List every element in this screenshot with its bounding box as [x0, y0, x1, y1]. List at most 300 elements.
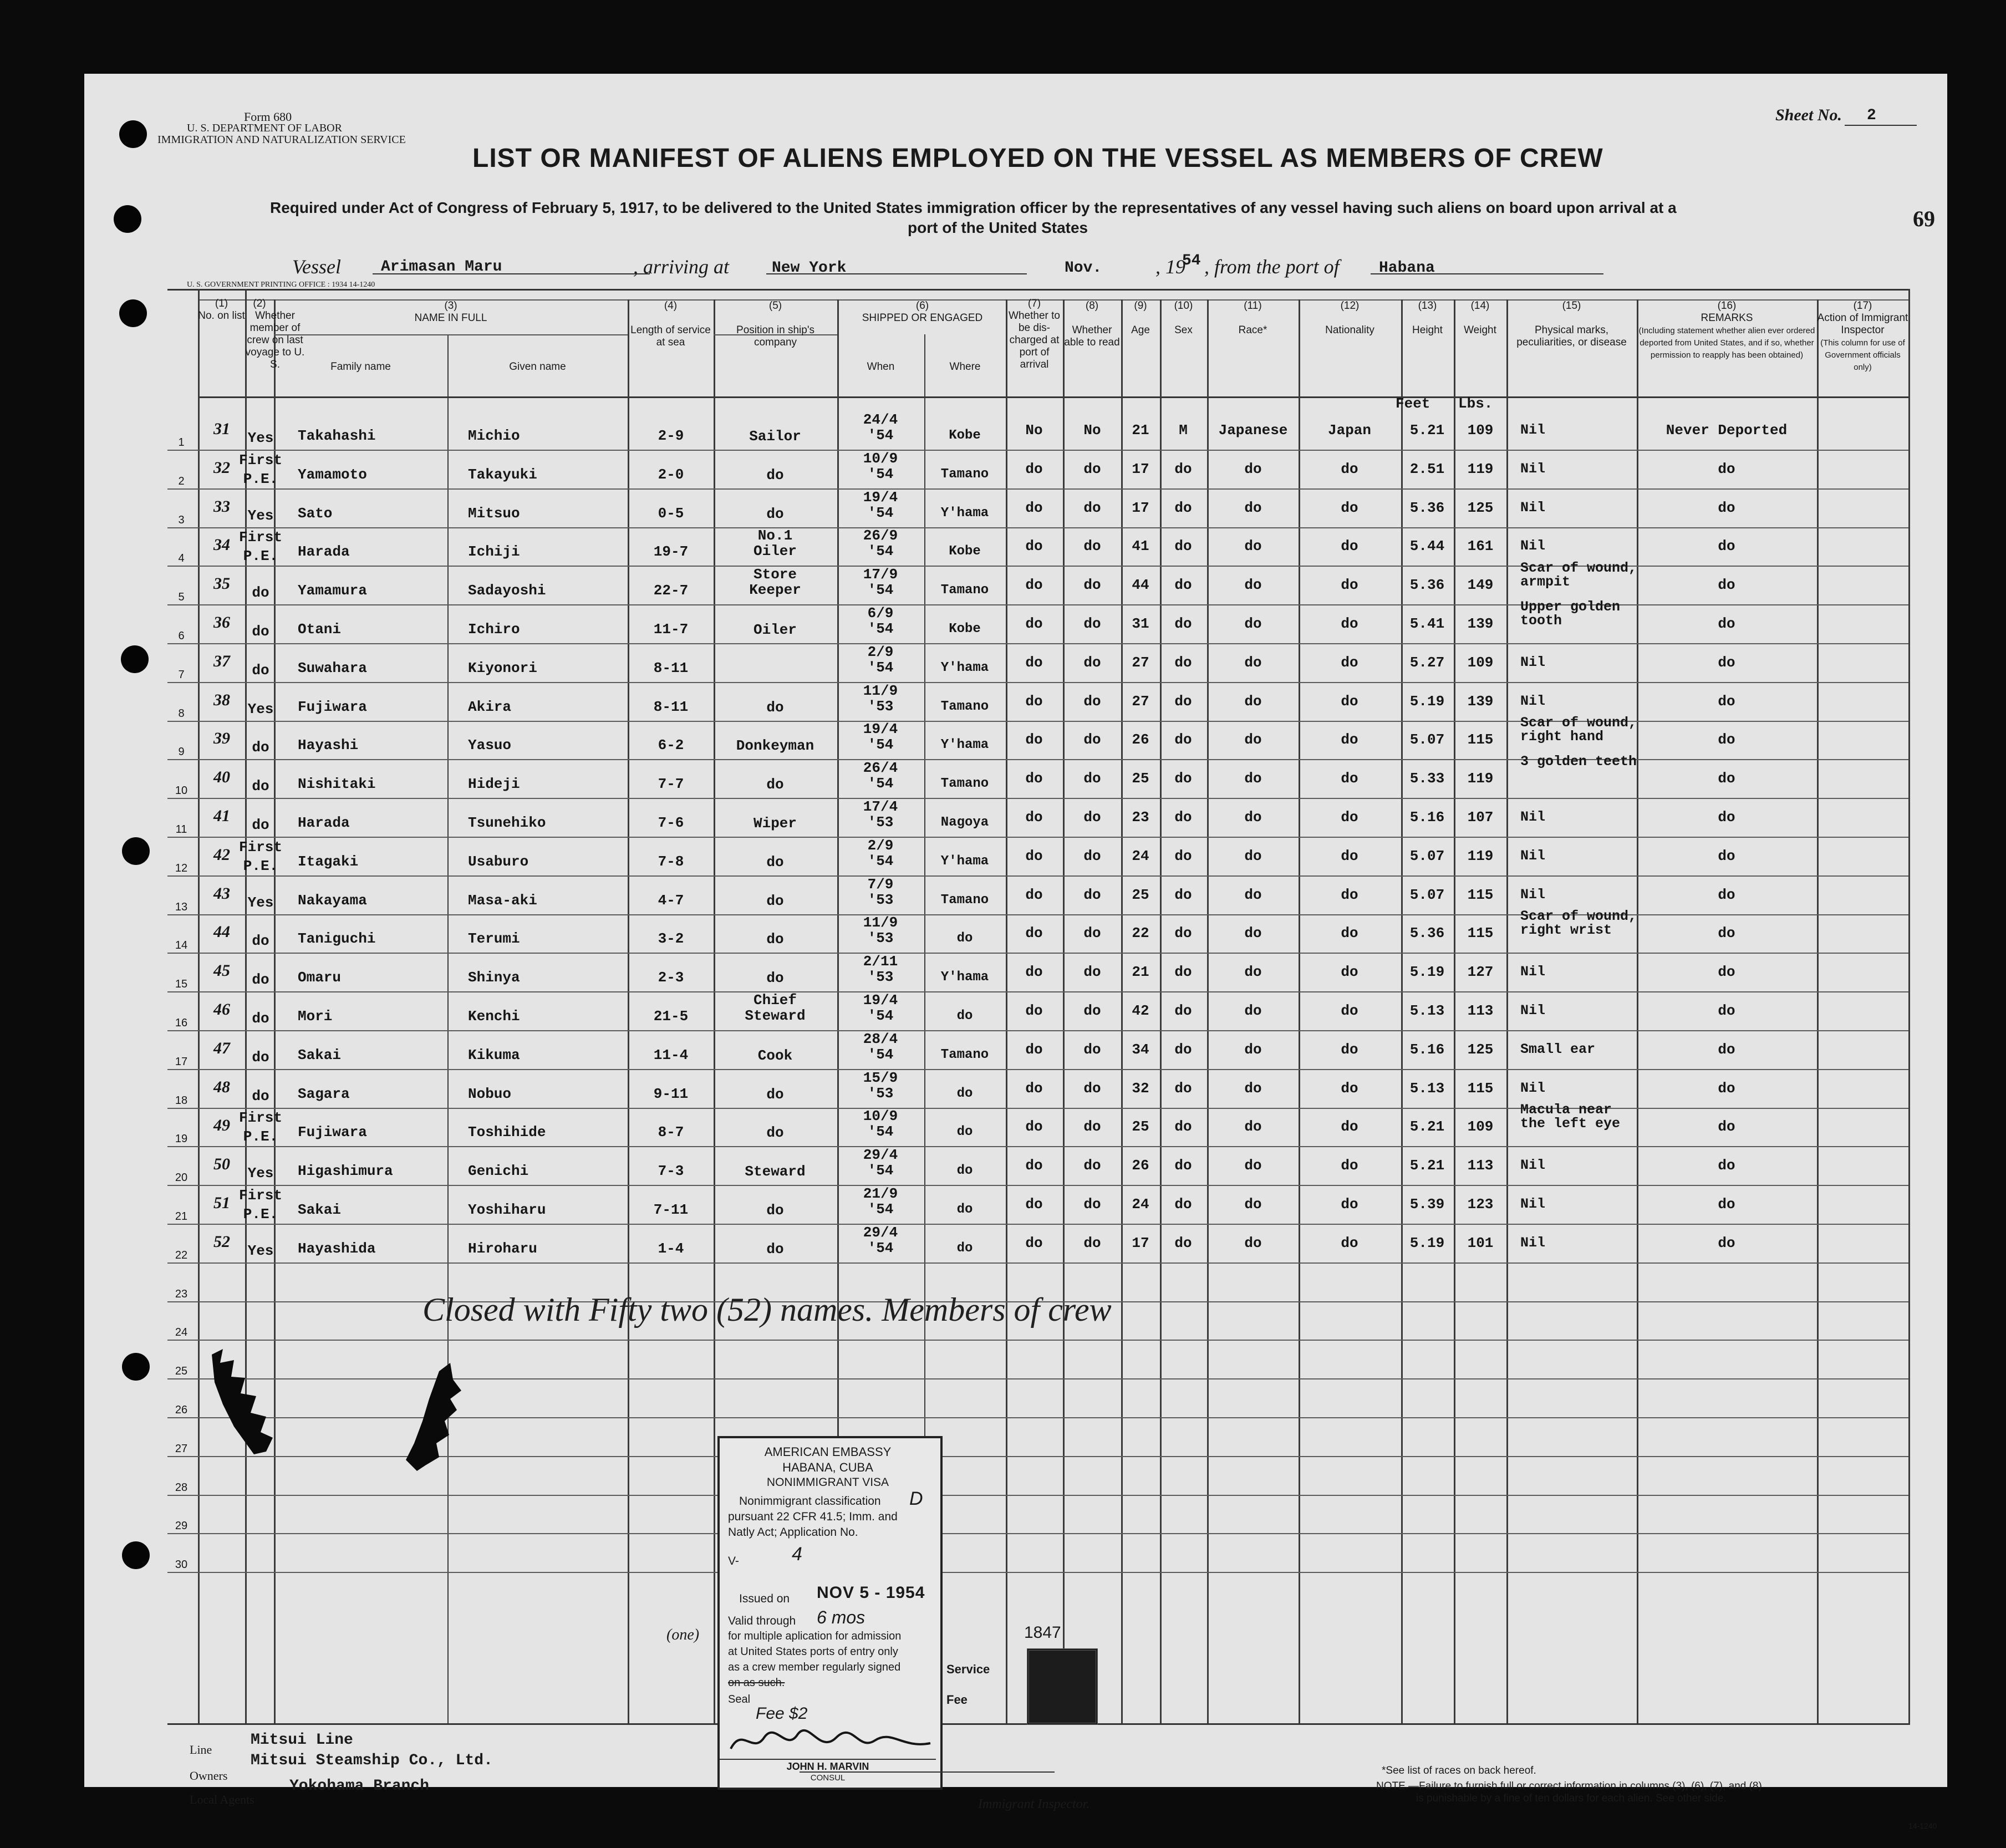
age: 41: [1132, 538, 1149, 555]
vessel-label: Vessel: [292, 256, 341, 278]
race: do: [1244, 1196, 1262, 1213]
stamp-v-label: V-: [728, 1555, 739, 1567]
nationality: do: [1341, 615, 1358, 632]
crew-last-voyage: do: [252, 623, 269, 640]
race: do: [1244, 1157, 1262, 1174]
col-label: NAME IN FULL: [414, 312, 487, 324]
height: 5.44: [1409, 538, 1445, 555]
given-name: Toshihide: [468, 1124, 546, 1141]
able-to-read: do: [1083, 1118, 1101, 1136]
crew-last-voyage: Yes: [247, 1165, 274, 1182]
given-name: Sadayoshi: [468, 582, 546, 599]
family-name: Taniguchi: [298, 930, 376, 948]
page-title: LIST OR MANIFEST OF ALIENS EMPLOYED ON THE VESSEL AS MEMBERS OF CREW: [472, 144, 1603, 173]
position: do: [766, 505, 784, 522]
col-rule: [714, 299, 715, 1725]
nationality: do: [1341, 809, 1358, 826]
shipped-when: 19/4 '54: [863, 992, 898, 1024]
list-number: 49: [213, 1116, 230, 1135]
shipped-when: 19/4 '54: [863, 488, 898, 521]
position: do: [766, 466, 784, 483]
col-rule: [1299, 299, 1300, 1725]
physical-marks: Scar of wound, right hand: [1520, 715, 1637, 745]
nationality: do: [1341, 577, 1358, 594]
to-be-discharged: do: [1025, 847, 1043, 864]
shipped-where: do: [956, 1202, 973, 1217]
service-length: 8-11: [653, 698, 689, 715]
height: 5.36: [1409, 577, 1445, 594]
col-label: Position in ship's company: [736, 324, 814, 348]
line-number: 9: [178, 746, 185, 758]
line-number: 19: [175, 1133, 188, 1146]
list-number: 31: [213, 420, 230, 438]
race: do: [1244, 925, 1262, 942]
weight: 127: [1467, 964, 1494, 981]
sheet-label: Sheet No.: [1775, 106, 1842, 124]
to-be-discharged: do: [1025, 770, 1043, 787]
line-number: 26: [175, 1404, 188, 1416]
col-num: (1): [215, 298, 228, 309]
able-to-read: do: [1083, 925, 1101, 942]
binder-hole: [121, 645, 149, 673]
age: 25: [1132, 770, 1149, 787]
stamp-issued-label: Issued on: [739, 1592, 790, 1605]
page-number: 69: [1913, 206, 1935, 231]
remarks: do: [1718, 964, 1735, 981]
service-length: 7-8: [658, 853, 684, 870]
shipped-where: Tamano: [940, 583, 989, 598]
stamp-fee: Fee $2: [756, 1704, 808, 1723]
given-name: Nobuo: [468, 1085, 512, 1102]
physical-marks: Macula near the left eye: [1520, 1102, 1621, 1132]
physical-marks: Nil: [1520, 422, 1546, 438]
col-head-3: [274, 300, 628, 324]
service-label: IMMIGRATION AND NATURALIZATION SERVICE: [157, 134, 406, 146]
col-head-8: [1063, 300, 1121, 349]
stamp-classification: D: [909, 1488, 923, 1509]
list-number: 45: [213, 961, 230, 980]
arriving-label: , arriving at: [633, 256, 730, 278]
able-to-read: do: [1083, 1157, 1101, 1174]
race: do: [1244, 460, 1262, 477]
weight-unit: Lbs.: [1458, 395, 1493, 412]
col-label: Whether to be dis-charged at port of arrival: [1009, 310, 1060, 370]
given-name: Akira: [468, 698, 512, 715]
binder-hole: [122, 1353, 150, 1381]
col-num: (11): [1244, 300, 1262, 312]
footer-agents-value: Yokohama Branch: [289, 1778, 430, 1795]
shipped-where: do: [956, 1163, 973, 1179]
line-number: 13: [175, 900, 188, 913]
race: do: [1244, 654, 1262, 671]
height: 5.41: [1409, 615, 1445, 632]
age: 17: [1132, 460, 1149, 477]
given-name: Tsunehiko: [468, 814, 546, 831]
nationality: do: [1341, 1118, 1358, 1136]
family-name: Sato: [298, 505, 333, 522]
line-number: 15: [175, 978, 188, 991]
given-name: Yoshiharu: [468, 1202, 546, 1218]
col-num: (5): [768, 300, 782, 312]
weight: 113: [1467, 1002, 1494, 1019]
col-label: Sex: [1174, 324, 1193, 336]
printing-office: U. S. GOVERNMENT PRINTING OFFICE : 1934 14-1240: [187, 281, 375, 289]
position: do: [766, 1124, 784, 1142]
remarks: do: [1718, 538, 1735, 555]
col-num: (4): [664, 300, 678, 312]
shipped-when: 29/4 '54: [863, 1224, 898, 1256]
service-length: 11-7: [653, 621, 689, 638]
sex: do: [1174, 499, 1192, 516]
col-head-10: [1160, 300, 1207, 337]
age: 34: [1132, 1041, 1149, 1058]
line-number: 10: [175, 785, 188, 797]
shipped-where: Y'hama: [940, 505, 989, 521]
shipped-where: do: [956, 1086, 973, 1101]
stamp-classification-label: Nonimmigrant classification: [739, 1495, 881, 1508]
sex: do: [1174, 1118, 1192, 1136]
weight: 115: [1467, 1080, 1494, 1097]
physical-marks: Upper golden tooth: [1520, 599, 1621, 629]
position: do: [766, 776, 784, 793]
nationality: do: [1341, 1157, 1358, 1174]
binder-hole: [122, 837, 150, 865]
nationality: do: [1341, 731, 1358, 749]
line-number: 23: [175, 1287, 188, 1300]
remarks: do: [1718, 460, 1735, 477]
shipped-where: Kobe: [949, 428, 981, 443]
nationality: do: [1341, 1234, 1358, 1251]
stamp-signature-line: [720, 1759, 936, 1760]
given-name: Terumi: [468, 930, 520, 948]
line-number: 29: [175, 1520, 188, 1533]
nationality: do: [1341, 964, 1358, 981]
age: 42: [1132, 1002, 1149, 1019]
able-to-read: do: [1083, 809, 1101, 826]
row-rule: [167, 1030, 1908, 1031]
name-subheader-rule: [274, 334, 628, 335]
sex: do: [1174, 925, 1192, 942]
shipped-where: Tamano: [940, 776, 989, 792]
shipped-when: 2/11 '53: [863, 953, 898, 986]
penalty-note-1: NOTE.—Failure to furnish full or correct information in columns (3), (6), (7), and (8): [1376, 1780, 1762, 1792]
height: 5.07: [1409, 886, 1445, 903]
able-to-read: do: [1083, 731, 1101, 749]
line-number: 2: [178, 475, 185, 487]
sex: do: [1174, 615, 1192, 632]
nationality: Japan: [1327, 422, 1372, 439]
col-label: Whether able to read: [1064, 324, 1120, 348]
crew-last-voyage: Yes: [247, 430, 274, 446]
able-to-read: do: [1083, 654, 1101, 671]
race: do: [1244, 499, 1262, 516]
col-num: (10): [1174, 300, 1193, 312]
position: do: [766, 699, 784, 716]
col-head-13: [1401, 300, 1454, 337]
to-be-discharged: do: [1025, 1041, 1043, 1058]
crew-last-voyage: do: [252, 1087, 269, 1104]
physical-marks: Small ear: [1520, 1041, 1596, 1057]
shipped-when: 11/9 '53: [863, 914, 898, 947]
remarks: do: [1718, 654, 1735, 671]
service-length: 22-7: [653, 582, 689, 599]
line-number: 24: [175, 1326, 188, 1339]
list-number: 36: [213, 613, 230, 632]
race: do: [1244, 964, 1262, 981]
shipped-when: 29/4 '54: [863, 1147, 898, 1179]
height: 5.36: [1409, 925, 1445, 942]
stamp-line-d: on as such.: [728, 1677, 785, 1689]
position: Chief Steward: [745, 992, 806, 1024]
service-length: 7-6: [658, 814, 684, 831]
row-rule: [167, 1572, 1908, 1573]
service-length: 7-7: [658, 776, 684, 793]
race: Japanese: [1218, 422, 1288, 439]
col-head-3-family: Family name: [330, 361, 391, 373]
fee-stamp-service-label: Service: [946, 1662, 990, 1676]
to-be-discharged: do: [1025, 1234, 1043, 1251]
weight: 119: [1467, 847, 1494, 864]
age: 26: [1132, 731, 1149, 749]
able-to-read: do: [1083, 770, 1101, 787]
shipped-where: Tamano: [940, 892, 989, 908]
sex: do: [1174, 460, 1192, 477]
col-rule: [1006, 299, 1007, 1725]
service-length: 2-9: [658, 427, 684, 444]
family-name: Fujiwara: [298, 1124, 367, 1141]
stamp-v-value: 4: [792, 1544, 802, 1565]
given-name: Genichi: [468, 1163, 529, 1180]
to-be-discharged: do: [1025, 1196, 1043, 1213]
col-num: (6): [915, 300, 929, 312]
given-name: Masa-aki: [468, 892, 537, 909]
to-be-discharged: do: [1025, 538, 1043, 555]
col-num: (3): [444, 300, 457, 312]
to-be-discharged: do: [1025, 731, 1043, 749]
height: 2.51: [1409, 460, 1445, 477]
col-num: (12): [1340, 300, 1360, 312]
sheet-number-field: [1845, 106, 1917, 126]
col-rule: [1908, 289, 1910, 1725]
able-to-read: do: [1083, 1196, 1101, 1213]
able-to-read: do: [1083, 886, 1101, 903]
given-name: Kenchi: [468, 1008, 520, 1025]
crew-last-voyage: do: [252, 1048, 269, 1066]
shipped-where: Y'hama: [940, 853, 989, 869]
sex: do: [1174, 577, 1192, 594]
shipped-where: do: [956, 1009, 973, 1024]
stamp-line-b: at United States ports of entry only: [728, 1646, 898, 1658]
weight: 139: [1467, 615, 1494, 632]
col-label: Action of Immigrant Inspector: [1817, 312, 1908, 336]
col-head-11: [1207, 300, 1299, 337]
race: do: [1244, 693, 1262, 710]
row-rule: [167, 488, 1908, 490]
stamp-valid-value: 6 mos: [817, 1607, 865, 1627]
shipped-when: 7/9 '53: [867, 875, 894, 908]
list-number: 48: [213, 1077, 230, 1096]
service-length: 4-7: [658, 892, 684, 909]
height: 5.21: [1409, 422, 1445, 439]
family-name: Itagaki: [298, 853, 359, 870]
height: 5.13: [1409, 1002, 1445, 1019]
crew-last-voyage: First P.E.: [238, 529, 282, 565]
binder-hole: [119, 120, 147, 148]
service-length: 8-11: [653, 659, 689, 676]
race: do: [1244, 1234, 1262, 1251]
height: 5.39: [1409, 1196, 1445, 1213]
line-number: 30: [175, 1559, 188, 1571]
sheet-number: 2: [1867, 107, 1876, 124]
position: Steward: [745, 1163, 806, 1180]
crew-last-voyage: do: [252, 933, 269, 950]
list-number: 44: [213, 923, 230, 941]
line-number: 18: [175, 1094, 188, 1107]
line-number: 14: [175, 939, 188, 952]
shipped-when: 26/9 '54: [863, 527, 898, 560]
physical-marks: Nil: [1520, 964, 1546, 980]
fee-stamp-fee-label: Fee: [946, 1693, 968, 1707]
height: 5.07: [1409, 847, 1445, 864]
weight: 119: [1467, 770, 1494, 787]
physical-marks: Nil: [1520, 499, 1546, 516]
shipped-where: do: [956, 931, 973, 946]
able-to-read: do: [1083, 538, 1101, 555]
col-num: (17): [1853, 300, 1872, 312]
row-rule: [167, 991, 1908, 992]
col-num: (13): [1418, 300, 1437, 312]
to-be-discharged: do: [1025, 693, 1043, 710]
given-name: Hideji: [468, 776, 520, 793]
remarks: do: [1718, 1041, 1735, 1058]
line-number: 17: [175, 1055, 188, 1068]
col-head-4: [628, 300, 714, 349]
stamp-issued-date: NOV 5 - 1954: [817, 1584, 925, 1602]
position: Wiper: [753, 815, 797, 832]
weight: 109: [1467, 422, 1494, 439]
col-rule: [1506, 299, 1508, 1725]
race: do: [1244, 1118, 1262, 1136]
height-unit: Feet: [1396, 395, 1430, 412]
given-name: Hiroharu: [468, 1240, 537, 1257]
col-rule: [1454, 299, 1455, 1725]
family-name: Sakai: [298, 1046, 342, 1063]
able-to-read: do: [1083, 615, 1101, 632]
remarks: do: [1718, 847, 1735, 864]
physical-marks: Nil: [1520, 693, 1546, 709]
race: do: [1244, 1041, 1262, 1058]
physical-marks: Nil: [1520, 847, 1546, 864]
shipped-when: 24/4 '54: [863, 411, 898, 444]
able-to-read: do: [1083, 964, 1101, 981]
list-number: 41: [213, 807, 230, 825]
binder-hole: [119, 299, 147, 327]
col-rule: [1121, 299, 1123, 1725]
col-head-14: [1454, 300, 1506, 337]
physical-marks: Nil: [1520, 654, 1546, 670]
family-name: Fujiwara: [298, 698, 367, 715]
sex: do: [1174, 731, 1192, 749]
to-be-discharged: No: [1025, 422, 1043, 439]
stamp-valid-label: Valid through: [728, 1615, 796, 1627]
col-head-3-given: Given name: [509, 361, 566, 373]
weight: 149: [1467, 577, 1494, 594]
remarks: do: [1718, 1234, 1735, 1251]
weight: 109: [1467, 654, 1494, 671]
line-number: 6: [178, 630, 185, 642]
age: 44: [1132, 577, 1149, 594]
stamp-line-c: as a crew member regularly signed: [728, 1661, 901, 1673]
row-rule: [167, 682, 1908, 683]
line-number: 12: [175, 862, 188, 874]
to-be-discharged: do: [1025, 577, 1043, 594]
line-number: 20: [175, 1172, 188, 1184]
position: Donkeyman: [736, 737, 814, 755]
shipped-when: 26/4 '54: [863, 760, 898, 792]
col-rule: [628, 299, 629, 1725]
sex: do: [1174, 1080, 1192, 1097]
row-rule: [167, 798, 1908, 799]
line-number: 25: [175, 1365, 188, 1378]
race: do: [1244, 847, 1262, 864]
service-length: 0-5: [658, 505, 684, 522]
able-to-read: do: [1083, 499, 1101, 516]
given-name: Shinya: [468, 969, 520, 986]
shipped-when: 10/9 '54: [863, 1108, 898, 1141]
service-length: 1-4: [658, 1240, 684, 1257]
shipped-where: Tamano: [940, 1047, 989, 1062]
shipped-when: 10/9 '54: [863, 450, 898, 482]
col-head-17: [1817, 300, 1908, 373]
inspector-signature-line: [800, 1771, 1055, 1773]
row-rule: [167, 604, 1908, 605]
row-rule: [167, 759, 1908, 760]
given-name: Mitsuo: [468, 505, 520, 522]
stamp-one-note: (one): [666, 1626, 700, 1643]
crew-last-voyage: Yes: [247, 1242, 274, 1259]
weight: 113: [1467, 1157, 1494, 1174]
consul-signature-graphic: [725, 1721, 936, 1760]
crew-last-voyage: do: [252, 739, 269, 756]
able-to-read: No: [1083, 422, 1101, 439]
row-rule: [167, 1108, 1908, 1109]
height: 5.19: [1409, 1234, 1445, 1251]
shipped-where: Tamano: [940, 466, 989, 482]
footer-line-value: Mitsui Line: [251, 1732, 353, 1749]
family-name: Harada: [298, 814, 350, 831]
list-number: 46: [213, 1000, 230, 1019]
sex: do: [1174, 1234, 1192, 1251]
position: Cook: [757, 1047, 793, 1064]
nationality: do: [1341, 1002, 1358, 1019]
stamp-city: HABANA, CUBA: [782, 1460, 873, 1474]
col-label: Weight: [1464, 324, 1496, 336]
line-number: 1: [178, 436, 185, 449]
nationality: do: [1341, 538, 1358, 555]
crew-last-voyage: First P.E.: [238, 451, 282, 487]
height: 5.27: [1409, 654, 1445, 671]
weight: 125: [1467, 1041, 1494, 1058]
col-note: (This column for use of Government officials only): [1820, 338, 1905, 372]
races-note: *See list of races on back hereof.: [1382, 1765, 1536, 1776]
position: Store Keeper: [749, 566, 801, 599]
family-name: Nakayama: [298, 892, 367, 909]
list-number: 34: [213, 536, 230, 554]
weight: 161: [1467, 538, 1494, 555]
shipped-when: 19/4 '54: [863, 721, 898, 754]
col-num: (7): [1027, 298, 1041, 309]
line-number: 16: [175, 1017, 188, 1029]
